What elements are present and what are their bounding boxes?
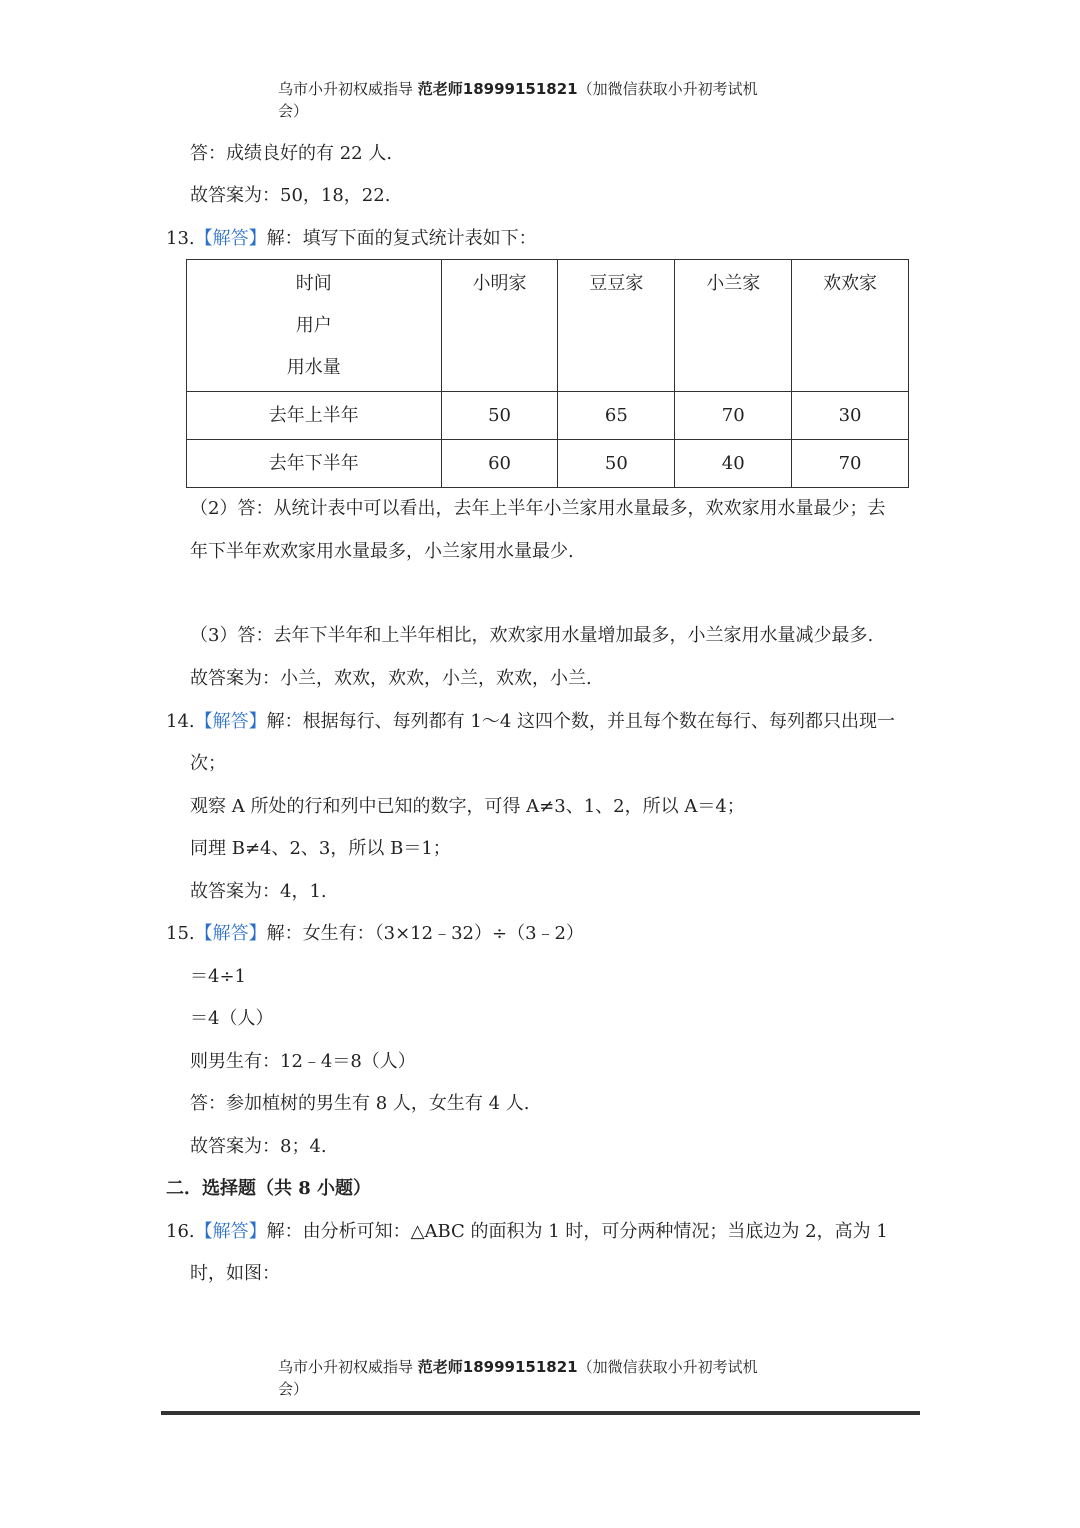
answer-line: 答：成绩良好的有 22 人. — [190, 143, 393, 164]
answer-line: ＝4÷1 — [190, 966, 246, 987]
answer-line: 答：参加植树的男生有 8 人，女生有 4 人. — [190, 1093, 530, 1114]
column-header: 小明家 — [441, 260, 558, 392]
solution-tag: 【解答】 — [194, 711, 267, 732]
answer-line: 故答案为：8；4. — [190, 1136, 327, 1157]
table-cell: 70 — [675, 392, 792, 440]
header-prefix: 乌市小升初权威指导 — [278, 1358, 418, 1376]
header-teacher: 范老师18999151821 — [417, 1358, 578, 1376]
header-teacher: 范老师18999151821 — [417, 80, 578, 98]
corner-label: 用水量 — [286, 357, 341, 378]
footer-divider — [161, 1411, 920, 1415]
water-usage-table — [186, 259, 909, 488]
column-header: 豆豆家 — [558, 260, 675, 392]
question-text: 解：由分析可知：△ABC 的面积为 1 时，可分两种情况；当底边为 2，高为 1 — [266, 1221, 888, 1242]
table-row — [187, 392, 909, 440]
answer-line: 时，如图： — [190, 1263, 280, 1284]
answer-line: 则男生有：12﹣4＝8（人） — [190, 1051, 416, 1072]
column-header: 欢欢家 — [792, 260, 909, 392]
answer-line: ＝4（人） — [190, 1008, 274, 1029]
header-line2: 会） — [278, 102, 309, 120]
question-number: 16. — [166, 1221, 195, 1242]
answer-line: 次； — [190, 753, 226, 774]
answer-line: 故答案为：4，1. — [190, 881, 327, 902]
answer-line: 年下半年欢欢家用水量最多，小兰家用水量最少. — [190, 541, 574, 562]
question-number: 14. — [166, 711, 195, 732]
table-cell: 60 — [441, 440, 558, 488]
solution-tag: 【解答】 — [194, 1221, 267, 1242]
table-cell: 40 — [675, 440, 792, 488]
question-text: 解：根据每行、每列都有 1～4 这四个数，并且每个数在每行、每列都只出现一 — [266, 711, 895, 732]
table-cell: 65 — [558, 392, 675, 440]
table-row — [187, 440, 909, 488]
corner-label: 用户 — [295, 315, 332, 336]
header-line2: 会） — [278, 1380, 309, 1398]
table-cell: 50 — [441, 392, 558, 440]
answer-line: 故答案为：小兰，欢欢，欢欢，小兰，欢欢，小兰. — [190, 668, 592, 689]
answer-line: 观察 A 所处的行和列中已知的数字，可得 A≠3、1、2，所以 A＝4； — [190, 796, 745, 817]
header-prefix: 乌市小升初权威指导 — [278, 80, 418, 98]
question-number: 13. — [166, 228, 195, 249]
row-label: 去年下半年 — [187, 440, 442, 488]
question-number: 15. — [166, 923, 195, 944]
question-13 — [166, 228, 537, 250]
section-heading: 二．选择题（共 8 小题） — [166, 1178, 372, 1199]
table-cell: 70 — [792, 440, 909, 488]
question-text: 解：女生有：（3×12﹣32）÷（3﹣2） — [266, 923, 584, 944]
question-14 — [166, 711, 895, 733]
table-corner-cell — [187, 260, 442, 392]
question-15 — [166, 923, 584, 945]
header-suffix: （加微信获取小升初考试机 — [577, 80, 758, 98]
answer-line: 同理 B≠4、2、3，所以 B＝1； — [190, 838, 451, 859]
answer-line: 故答案为：50，18，22. — [190, 185, 391, 206]
table-cell: 30 — [792, 392, 909, 440]
answer-line: （3）答：去年下半年和上半年相比，欢欢家用水量增加最多，小兰家用水量减少最多. — [190, 625, 874, 646]
page-footer — [278, 1356, 798, 1400]
question-16 — [166, 1221, 888, 1243]
solution-tag: 【解答】 — [194, 228, 267, 249]
row-label: 去年上半年 — [187, 392, 442, 440]
header-suffix: （加微信获取小升初考试机 — [577, 1358, 758, 1376]
question-text: 解：填写下面的复式统计表如下： — [266, 228, 537, 249]
corner-label: 时间 — [295, 273, 332, 294]
answer-line: （2）答：从统计表中可以看出，去年上半年小兰家用水量最多，欢欢家用水量最少；去 — [190, 498, 886, 519]
page-header-top — [278, 78, 798, 122]
table-cell: 50 — [558, 440, 675, 488]
column-header: 小兰家 — [675, 260, 792, 392]
solution-tag: 【解答】 — [194, 923, 267, 944]
